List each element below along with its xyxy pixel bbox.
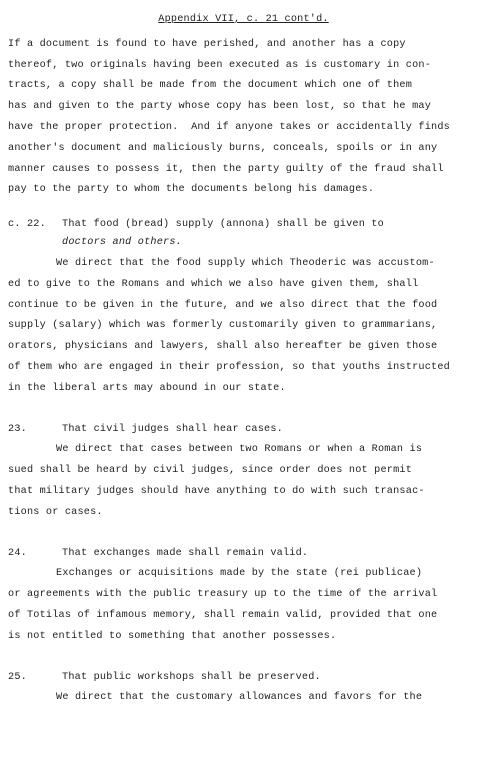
section-heading bbox=[8, 668, 479, 689]
text-line: Exchanges or acquisitions made by the state (rei publicae) bbox=[56, 568, 423, 580]
section-heading bbox=[8, 420, 479, 441]
text-line: We direct that the food supply which Theoderic was accustom- bbox=[56, 257, 435, 269]
text-line: another's document and maliciously burns, conceals, spoils or in any bbox=[8, 142, 438, 154]
text-line: of them who are engaged in their profession, so that youths instructed bbox=[8, 361, 450, 373]
text-line: manner causes to possess it, then the party guilty of the fraud shall bbox=[8, 163, 444, 175]
section-number: 23. bbox=[8, 423, 27, 435]
section-23 bbox=[8, 420, 479, 524]
section-22 bbox=[8, 215, 479, 399]
text-line: tracts, a copy shall be made from the document which one of them bbox=[8, 80, 413, 92]
text-line: or agreements with the public treasury up to the time of the arrival bbox=[8, 589, 438, 601]
text-line: is not entitled to something that another possesses. bbox=[8, 630, 337, 642]
text-line: that military judges should have anything to do with such transac- bbox=[8, 485, 425, 497]
text-line: in the liberal arts may abound in our state. bbox=[8, 382, 286, 394]
text-line: If a document is found to have perished, and another has a copy bbox=[8, 38, 406, 50]
intro-paragraph bbox=[8, 35, 479, 201]
text-line: tions or cases. bbox=[8, 506, 103, 518]
section-heading bbox=[8, 215, 479, 236]
text-line: We direct that the customary allowances and favors for the bbox=[56, 692, 423, 704]
text-line: thereof, two originals having been executed as is customary in con- bbox=[8, 59, 432, 71]
section-24 bbox=[8, 544, 479, 648]
text-line: sued shall be heard by civil judges, since order does not permit bbox=[8, 465, 413, 477]
section-title: That civil judges shall hear cases. bbox=[62, 423, 283, 435]
page-heading: Appendix VII, c. 21 cont'd. bbox=[158, 14, 329, 25]
text-line: of Totilas of infamous memory, shall remain valid, provided that one bbox=[8, 609, 438, 621]
section-title: That public workshops shall be preserved. bbox=[62, 671, 321, 683]
text-line: have the proper protection. And if anyone takes or accidentally finds bbox=[8, 121, 450, 133]
text-line: continue to be given in the future, and we also direct that the food bbox=[8, 299, 438, 311]
section-title: That exchanges made shall remain valid. bbox=[62, 547, 309, 559]
section-number: 24. bbox=[8, 547, 27, 559]
section-number: c. 22. bbox=[8, 219, 46, 231]
section-25 bbox=[8, 668, 479, 710]
section-title-continuation: doctors and others. bbox=[62, 236, 182, 248]
text-line: We direct that cases between two Romans or when a Roman is bbox=[56, 444, 423, 456]
text-line: ed to give to the Romans and which we also have given them, shall bbox=[8, 278, 419, 290]
text-line: orators, physicians and lawyers, shall also hereafter be given those bbox=[8, 341, 438, 353]
section-heading bbox=[8, 544, 479, 565]
text-line: pay to the party to whom the documents belong his damages. bbox=[8, 184, 375, 196]
section-title: That food (bread) supply (annona) shall be given to bbox=[62, 219, 384, 231]
text-line: supply (salary) which was formerly customarily given to grammarians, bbox=[8, 320, 438, 332]
section-number: 25. bbox=[8, 671, 27, 683]
text-line: has and given to the party whose copy has been lost, so that he may bbox=[8, 101, 432, 113]
